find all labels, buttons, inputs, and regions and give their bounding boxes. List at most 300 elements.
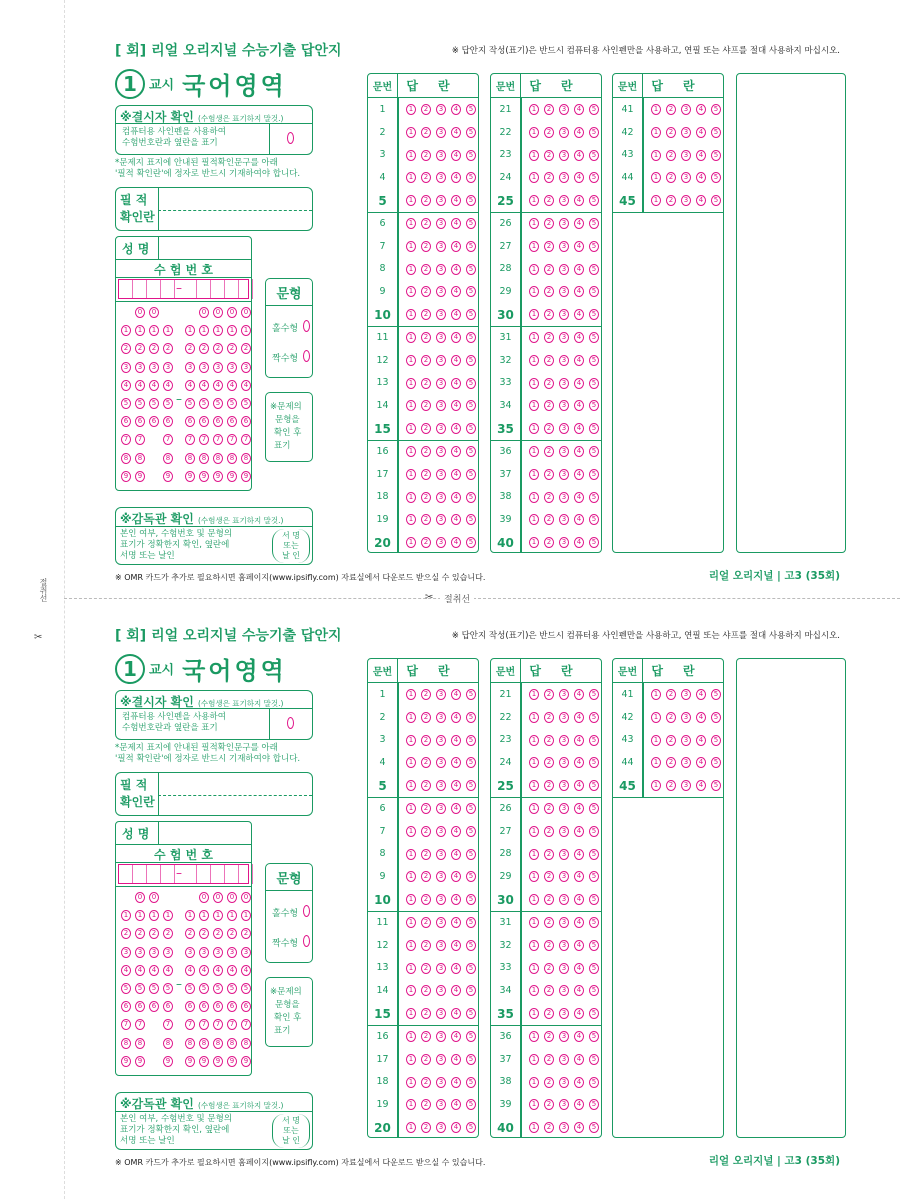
- answer-bubble[interactable]: 2: [421, 871, 431, 882]
- answer-bubble[interactable]: 3: [436, 849, 446, 860]
- answer-bubble[interactable]: 4: [574, 492, 584, 503]
- answer-bubble[interactable]: 3: [436, 1099, 446, 1110]
- answer-bubble[interactable]: 5: [589, 1122, 599, 1133]
- answer-bubble[interactable]: 3: [559, 423, 569, 434]
- id-bubble[interactable]: 8: [163, 1038, 173, 1049]
- answer-bubble[interactable]: 4: [574, 195, 584, 206]
- answer-bubble[interactable]: 2: [544, 104, 554, 115]
- answer-bubble[interactable]: 5: [466, 1122, 476, 1133]
- answer-bubble[interactable]: 4: [696, 712, 706, 723]
- answer-bubble[interactable]: 4: [696, 150, 706, 161]
- id-bubble[interactable]: 5: [121, 983, 131, 994]
- answer-bubble[interactable]: 2: [544, 1099, 554, 1110]
- answer-bubble[interactable]: 2: [421, 849, 431, 860]
- answer-bubble[interactable]: 2: [421, 780, 431, 791]
- id-bubble[interactable]: 3: [185, 947, 195, 958]
- answer-bubble[interactable]: 4: [451, 849, 461, 860]
- answer-bubble[interactable]: 3: [436, 378, 446, 389]
- id-bubble[interactable]: 3: [149, 947, 159, 958]
- id-bubble[interactable]: 8: [163, 453, 173, 464]
- name-field[interactable]: [160, 824, 249, 842]
- answer-bubble[interactable]: 1: [651, 735, 661, 746]
- answer-bubble[interactable]: 2: [421, 104, 431, 115]
- type-even-bubble[interactable]: [303, 935, 310, 947]
- answer-bubble[interactable]: 2: [544, 286, 554, 297]
- id-bubble[interactable]: 0: [227, 892, 237, 903]
- answer-bubble[interactable]: 5: [711, 195, 721, 206]
- id-bubble[interactable]: 5: [199, 398, 209, 409]
- answer-bubble[interactable]: 1: [406, 757, 416, 768]
- answer-bubble[interactable]: 4: [696, 757, 706, 768]
- id-bubble[interactable]: 5: [241, 983, 251, 994]
- answer-bubble[interactable]: 2: [421, 689, 431, 700]
- answer-bubble[interactable]: 1: [406, 1077, 416, 1088]
- answer-bubble[interactable]: 2: [421, 172, 431, 183]
- answer-bubble[interactable]: 4: [574, 469, 584, 480]
- answer-bubble[interactable]: 4: [451, 826, 461, 837]
- answer-bubble[interactable]: 3: [436, 940, 446, 951]
- id-bubble[interactable]: 5: [163, 398, 173, 409]
- id-bubble[interactable]: 9: [199, 1056, 209, 1067]
- answer-bubble[interactable]: 3: [559, 1122, 569, 1133]
- answer-bubble[interactable]: 2: [666, 712, 676, 723]
- answer-bubble[interactable]: 1: [529, 1122, 539, 1133]
- id-bubble[interactable]: 6: [163, 416, 173, 427]
- answer-bubble[interactable]: 4: [574, 1099, 584, 1110]
- answer-bubble[interactable]: 5: [466, 712, 476, 723]
- id-bubble[interactable]: 1: [185, 325, 195, 336]
- answer-bubble[interactable]: 1: [529, 894, 539, 905]
- answer-bubble[interactable]: 1: [406, 1122, 416, 1133]
- id-bubble[interactable]: 3: [213, 362, 223, 373]
- id-bubble[interactable]: 8: [135, 1038, 145, 1049]
- answer-bubble[interactable]: 4: [574, 104, 584, 115]
- id-bubble[interactable]: 4: [227, 965, 237, 976]
- answer-bubble[interactable]: 3: [436, 1008, 446, 1019]
- answer-bubble[interactable]: 1: [406, 963, 416, 974]
- answer-bubble[interactable]: 3: [559, 469, 569, 480]
- answer-bubble[interactable]: 1: [529, 150, 539, 161]
- answer-bubble[interactable]: 4: [574, 264, 584, 275]
- type-even-bubble[interactable]: [303, 350, 310, 362]
- id-bubble[interactable]: 8: [213, 1038, 223, 1049]
- absentee-bubble[interactable]: [287, 717, 294, 729]
- id-bubble[interactable]: 4: [199, 965, 209, 976]
- answer-bubble[interactable]: 2: [544, 803, 554, 814]
- answer-bubble[interactable]: 3: [559, 355, 569, 366]
- answer-bubble[interactable]: 1: [406, 803, 416, 814]
- answer-bubble[interactable]: 4: [574, 1054, 584, 1065]
- answer-bubble[interactable]: 5: [466, 264, 476, 275]
- answer-bubble[interactable]: 1: [529, 735, 539, 746]
- id-bubble[interactable]: 6: [163, 1001, 173, 1012]
- answer-bubble[interactable]: 3: [436, 894, 446, 905]
- answer-bubble[interactable]: 4: [451, 400, 461, 411]
- answer-bubble[interactable]: 4: [451, 378, 461, 389]
- answer-bubble[interactable]: 3: [436, 423, 446, 434]
- answer-bubble[interactable]: 1: [406, 150, 416, 161]
- answer-bubble[interactable]: 5: [711, 780, 721, 791]
- answer-bubble[interactable]: 2: [666, 127, 676, 138]
- answer-bubble[interactable]: 1: [406, 871, 416, 882]
- id-bubble[interactable]: 5: [185, 398, 195, 409]
- answer-bubble[interactable]: 3: [436, 195, 446, 206]
- answer-bubble[interactable]: 2: [544, 264, 554, 275]
- answer-bubble[interactable]: 5: [466, 894, 476, 905]
- answer-bubble[interactable]: 2: [421, 1099, 431, 1110]
- answer-bubble[interactable]: 3: [559, 871, 569, 882]
- answer-bubble[interactable]: 1: [406, 264, 416, 275]
- answer-bubble[interactable]: 2: [544, 172, 554, 183]
- answer-bubble[interactable]: 1: [529, 492, 539, 503]
- proctor-sign-field[interactable]: [272, 529, 310, 563]
- id-bubble[interactable]: 4: [185, 380, 195, 391]
- answer-bubble[interactable]: 3: [559, 446, 569, 457]
- answer-bubble[interactable]: 1: [406, 780, 416, 791]
- answer-bubble[interactable]: 1: [529, 286, 539, 297]
- answer-bubble[interactable]: 4: [574, 241, 584, 252]
- answer-bubble[interactable]: 5: [466, 735, 476, 746]
- answer-bubble[interactable]: 1: [529, 689, 539, 700]
- answer-bubble[interactable]: 2: [544, 378, 554, 389]
- answer-bubble[interactable]: 4: [574, 286, 584, 297]
- answer-bubble[interactable]: 4: [451, 195, 461, 206]
- id-bubble[interactable]: 6: [227, 416, 237, 427]
- answer-bubble[interactable]: 4: [696, 172, 706, 183]
- id-bubble[interactable]: 8: [185, 453, 195, 464]
- answer-bubble[interactable]: 5: [589, 1077, 599, 1088]
- id-bubble[interactable]: 5: [213, 398, 223, 409]
- answer-bubble[interactable]: 2: [544, 1008, 554, 1019]
- answer-bubble[interactable]: 5: [466, 378, 476, 389]
- answer-bubble[interactable]: 3: [559, 309, 569, 320]
- answer-bubble[interactable]: 2: [544, 332, 554, 343]
- answer-bubble[interactable]: 5: [466, 400, 476, 411]
- answer-bubble[interactable]: 3: [681, 104, 691, 115]
- answer-bubble[interactable]: 1: [406, 423, 416, 434]
- id-bubble[interactable]: 7: [163, 1019, 173, 1030]
- answer-bubble[interactable]: 3: [681, 735, 691, 746]
- answer-bubble[interactable]: 3: [436, 689, 446, 700]
- id-bubble[interactable]: 2: [199, 343, 209, 354]
- answer-bubble[interactable]: 5: [589, 195, 599, 206]
- answer-bubble[interactable]: 1: [651, 195, 661, 206]
- answer-bubble[interactable]: 4: [574, 871, 584, 882]
- answer-bubble[interactable]: 4: [574, 150, 584, 161]
- answer-bubble[interactable]: 2: [421, 446, 431, 457]
- id-bubble[interactable]: 4: [121, 965, 131, 976]
- answer-bubble[interactable]: 2: [544, 469, 554, 480]
- answer-bubble[interactable]: 3: [559, 712, 569, 723]
- id-bubble[interactable]: 8: [213, 453, 223, 464]
- answer-bubble[interactable]: 3: [436, 172, 446, 183]
- answer-bubble[interactable]: 4: [451, 1077, 461, 1088]
- answer-bubble[interactable]: 5: [589, 286, 599, 297]
- id-bubble[interactable]: 2: [241, 928, 251, 939]
- id-bubble[interactable]: 0: [149, 892, 159, 903]
- answer-bubble[interactable]: 2: [421, 264, 431, 275]
- id-bubble[interactable]: 9: [213, 471, 223, 482]
- id-bubble[interactable]: 5: [213, 983, 223, 994]
- answer-bubble[interactable]: 2: [544, 241, 554, 252]
- answer-bubble[interactable]: 1: [529, 712, 539, 723]
- answer-bubble[interactable]: 2: [421, 127, 431, 138]
- answer-bubble[interactable]: 4: [574, 780, 584, 791]
- id-bubble[interactable]: 1: [163, 325, 173, 336]
- id-bubble[interactable]: 0: [199, 892, 209, 903]
- id-bubble[interactable]: 2: [213, 343, 223, 354]
- answer-bubble[interactable]: 1: [651, 150, 661, 161]
- absentee-bubble[interactable]: [287, 132, 294, 144]
- answer-bubble[interactable]: 3: [559, 150, 569, 161]
- answer-bubble[interactable]: 2: [421, 803, 431, 814]
- answer-bubble[interactable]: 4: [574, 735, 584, 746]
- answer-bubble[interactable]: 3: [436, 871, 446, 882]
- id-bubble[interactable]: 8: [121, 1038, 131, 1049]
- id-bubble[interactable]: 5: [199, 983, 209, 994]
- id-bubble[interactable]: 5: [149, 398, 159, 409]
- answer-bubble[interactable]: 5: [466, 469, 476, 480]
- answer-bubble[interactable]: 2: [544, 757, 554, 768]
- answer-bubble[interactable]: 1: [406, 940, 416, 951]
- answer-bubble[interactable]: 3: [559, 689, 569, 700]
- answer-bubble[interactable]: 3: [559, 514, 569, 525]
- answer-bubble[interactable]: 2: [421, 826, 431, 837]
- answer-bubble[interactable]: 2: [544, 735, 554, 746]
- answer-bubble[interactable]: 3: [681, 689, 691, 700]
- answer-bubble[interactable]: 1: [529, 803, 539, 814]
- answer-bubble[interactable]: 5: [589, 218, 599, 229]
- answer-bubble[interactable]: 3: [436, 469, 446, 480]
- id-bubble[interactable]: 8: [227, 453, 237, 464]
- answer-bubble[interactable]: 1: [529, 469, 539, 480]
- answer-bubble[interactable]: 5: [589, 940, 599, 951]
- answer-bubble[interactable]: 3: [436, 104, 446, 115]
- answer-bubble[interactable]: 5: [466, 826, 476, 837]
- answer-bubble[interactable]: 4: [451, 218, 461, 229]
- answer-bubble[interactable]: 4: [451, 917, 461, 928]
- id-bubble[interactable]: 9: [241, 1056, 251, 1067]
- type-odd-bubble[interactable]: [303, 320, 310, 332]
- answer-bubble[interactable]: 1: [406, 1031, 416, 1042]
- id-bubble[interactable]: 8: [241, 1038, 251, 1049]
- id-bubble[interactable]: 5: [135, 398, 145, 409]
- id-bubble[interactable]: 3: [135, 362, 145, 373]
- answer-bubble[interactable]: 3: [436, 218, 446, 229]
- answer-bubble[interactable]: 3: [436, 241, 446, 252]
- answer-bubble[interactable]: 4: [574, 332, 584, 343]
- answer-bubble[interactable]: 3: [681, 780, 691, 791]
- answer-bubble[interactable]: 3: [436, 1054, 446, 1065]
- answer-bubble[interactable]: 1: [406, 537, 416, 548]
- answer-bubble[interactable]: 4: [696, 689, 706, 700]
- answer-bubble[interactable]: 2: [544, 894, 554, 905]
- answer-bubble[interactable]: 5: [466, 104, 476, 115]
- answer-bubble[interactable]: 1: [651, 712, 661, 723]
- id-bubble[interactable]: 1: [227, 325, 237, 336]
- id-bubble[interactable]: 7: [199, 1019, 209, 1030]
- answer-bubble[interactable]: 3: [559, 1077, 569, 1088]
- id-bubble[interactable]: 0: [241, 892, 251, 903]
- id-bubble[interactable]: 7: [213, 434, 223, 445]
- answer-bubble[interactable]: 2: [421, 218, 431, 229]
- answer-bubble[interactable]: 4: [574, 218, 584, 229]
- answer-bubble[interactable]: 5: [711, 104, 721, 115]
- answer-bubble[interactable]: 5: [589, 735, 599, 746]
- answer-bubble[interactable]: 1: [529, 355, 539, 366]
- answer-bubble[interactable]: 5: [589, 757, 599, 768]
- answer-bubble[interactable]: 5: [589, 1054, 599, 1065]
- id-bubble[interactable]: 6: [213, 1001, 223, 1012]
- answer-bubble[interactable]: 4: [451, 1008, 461, 1019]
- answer-bubble[interactable]: 1: [406, 286, 416, 297]
- id-bubble[interactable]: 1: [199, 910, 209, 921]
- answer-bubble[interactable]: 4: [451, 241, 461, 252]
- answer-bubble[interactable]: 4: [451, 757, 461, 768]
- answer-bubble[interactable]: 2: [421, 1008, 431, 1019]
- answer-bubble[interactable]: 5: [589, 264, 599, 275]
- id-bubble[interactable]: 0: [149, 307, 159, 318]
- answer-bubble[interactable]: 5: [589, 446, 599, 457]
- answer-bubble[interactable]: 2: [421, 150, 431, 161]
- id-bubble[interactable]: 5: [241, 398, 251, 409]
- answer-bubble[interactable]: 3: [559, 1008, 569, 1019]
- id-bubble[interactable]: 1: [163, 910, 173, 921]
- answer-bubble[interactable]: 2: [544, 127, 554, 138]
- answer-bubble[interactable]: 4: [574, 894, 584, 905]
- answer-bubble[interactable]: 5: [466, 172, 476, 183]
- answer-bubble[interactable]: 2: [421, 1122, 431, 1133]
- answer-bubble[interactable]: 1: [406, 104, 416, 115]
- answer-bubble[interactable]: 2: [544, 689, 554, 700]
- answer-bubble[interactable]: 5: [589, 712, 599, 723]
- answer-bubble[interactable]: 1: [406, 469, 416, 480]
- proctor-sign-field[interactable]: [272, 1114, 310, 1148]
- answer-bubble[interactable]: 3: [436, 963, 446, 974]
- answer-bubble[interactable]: 3: [436, 985, 446, 996]
- answer-bubble[interactable]: 1: [406, 735, 416, 746]
- answer-bubble[interactable]: 5: [466, 332, 476, 343]
- answer-bubble[interactable]: 5: [466, 780, 476, 791]
- answer-bubble[interactable]: 5: [589, 150, 599, 161]
- id-bubble[interactable]: 1: [227, 910, 237, 921]
- answer-bubble[interactable]: 1: [406, 400, 416, 411]
- id-bubble[interactable]: 4: [149, 965, 159, 976]
- answer-bubble[interactable]: 2: [544, 1054, 554, 1065]
- answer-bubble[interactable]: 2: [421, 241, 431, 252]
- id-bubble[interactable]: 5: [135, 983, 145, 994]
- answer-bubble[interactable]: 2: [421, 735, 431, 746]
- answer-bubble[interactable]: 1: [651, 127, 661, 138]
- id-bubble[interactable]: 4: [135, 965, 145, 976]
- answer-bubble[interactable]: 1: [529, 400, 539, 411]
- id-bubble[interactable]: 0: [241, 307, 251, 318]
- answer-bubble[interactable]: 3: [559, 332, 569, 343]
- answer-bubble[interactable]: 1: [529, 514, 539, 525]
- id-bubble[interactable]: 3: [199, 362, 209, 373]
- id-bubble[interactable]: 6: [135, 1001, 145, 1012]
- answer-bubble[interactable]: 4: [574, 423, 584, 434]
- answer-bubble[interactable]: 4: [574, 1122, 584, 1133]
- answer-bubble[interactable]: 4: [574, 985, 584, 996]
- answer-bubble[interactable]: 5: [589, 332, 599, 343]
- id-bubble[interactable]: 2: [121, 928, 131, 939]
- id-bubble[interactable]: 9: [227, 1056, 237, 1067]
- answer-bubble[interactable]: 4: [574, 514, 584, 525]
- answer-bubble[interactable]: 3: [559, 917, 569, 928]
- answer-bubble[interactable]: 1: [529, 757, 539, 768]
- answer-bubble[interactable]: 4: [451, 803, 461, 814]
- answer-bubble[interactable]: 3: [559, 803, 569, 814]
- answer-bubble[interactable]: 4: [451, 355, 461, 366]
- answer-bubble[interactable]: 3: [559, 172, 569, 183]
- answer-bubble[interactable]: 3: [559, 894, 569, 905]
- id-bubble[interactable]: 7: [241, 434, 251, 445]
- answer-bubble[interactable]: 3: [559, 537, 569, 548]
- answer-bubble[interactable]: 4: [574, 963, 584, 974]
- answer-bubble[interactable]: 1: [651, 172, 661, 183]
- answer-bubble[interactable]: 5: [589, 780, 599, 791]
- answer-bubble[interactable]: 4: [451, 689, 461, 700]
- answer-bubble[interactable]: 5: [466, 1031, 476, 1042]
- answer-bubble[interactable]: 2: [666, 172, 676, 183]
- answer-bubble[interactable]: 4: [574, 1008, 584, 1019]
- answer-bubble[interactable]: 1: [529, 826, 539, 837]
- answer-bubble[interactable]: 2: [421, 757, 431, 768]
- answer-bubble[interactable]: 3: [436, 400, 446, 411]
- id-bubble[interactable]: 7: [213, 1019, 223, 1030]
- answer-bubble[interactable]: 1: [651, 689, 661, 700]
- answer-bubble[interactable]: 1: [406, 689, 416, 700]
- id-bubble[interactable]: 4: [185, 965, 195, 976]
- answer-bubble[interactable]: 5: [589, 803, 599, 814]
- answer-bubble[interactable]: 4: [696, 195, 706, 206]
- answer-bubble[interactable]: 4: [451, 104, 461, 115]
- answer-bubble[interactable]: 3: [436, 537, 446, 548]
- id-bubble[interactable]: 2: [185, 928, 195, 939]
- id-bubble[interactable]: 2: [213, 928, 223, 939]
- id-bubble[interactable]: 1: [185, 910, 195, 921]
- answer-bubble[interactable]: 4: [574, 712, 584, 723]
- id-bubble[interactable]: 4: [149, 380, 159, 391]
- answer-bubble[interactable]: 5: [589, 826, 599, 837]
- answer-bubble[interactable]: 4: [451, 446, 461, 457]
- answer-bubble[interactable]: 4: [451, 1054, 461, 1065]
- answer-bubble[interactable]: 2: [544, 780, 554, 791]
- type-odd-bubble[interactable]: [303, 905, 310, 917]
- answer-bubble[interactable]: 4: [574, 1077, 584, 1088]
- answer-bubble[interactable]: 3: [436, 803, 446, 814]
- id-bubble[interactable]: 7: [227, 434, 237, 445]
- id-bubble[interactable]: 7: [185, 1019, 195, 1030]
- answer-bubble[interactable]: 5: [711, 127, 721, 138]
- answer-bubble[interactable]: 4: [574, 127, 584, 138]
- id-bubble[interactable]: 3: [213, 947, 223, 958]
- answer-bubble[interactable]: 5: [589, 400, 599, 411]
- answer-bubble[interactable]: 1: [529, 104, 539, 115]
- answer-bubble[interactable]: 5: [466, 514, 476, 525]
- answer-bubble[interactable]: 3: [559, 127, 569, 138]
- answer-bubble[interactable]: 5: [466, 940, 476, 951]
- answer-bubble[interactable]: 3: [436, 780, 446, 791]
- answer-bubble[interactable]: 4: [574, 378, 584, 389]
- answer-bubble[interactable]: 5: [589, 849, 599, 860]
- answer-bubble[interactable]: 2: [544, 218, 554, 229]
- answer-bubble[interactable]: 1: [406, 195, 416, 206]
- id-bubble[interactable]: 2: [241, 343, 251, 354]
- answer-bubble[interactable]: 2: [544, 1031, 554, 1042]
- answer-bubble[interactable]: 4: [574, 940, 584, 951]
